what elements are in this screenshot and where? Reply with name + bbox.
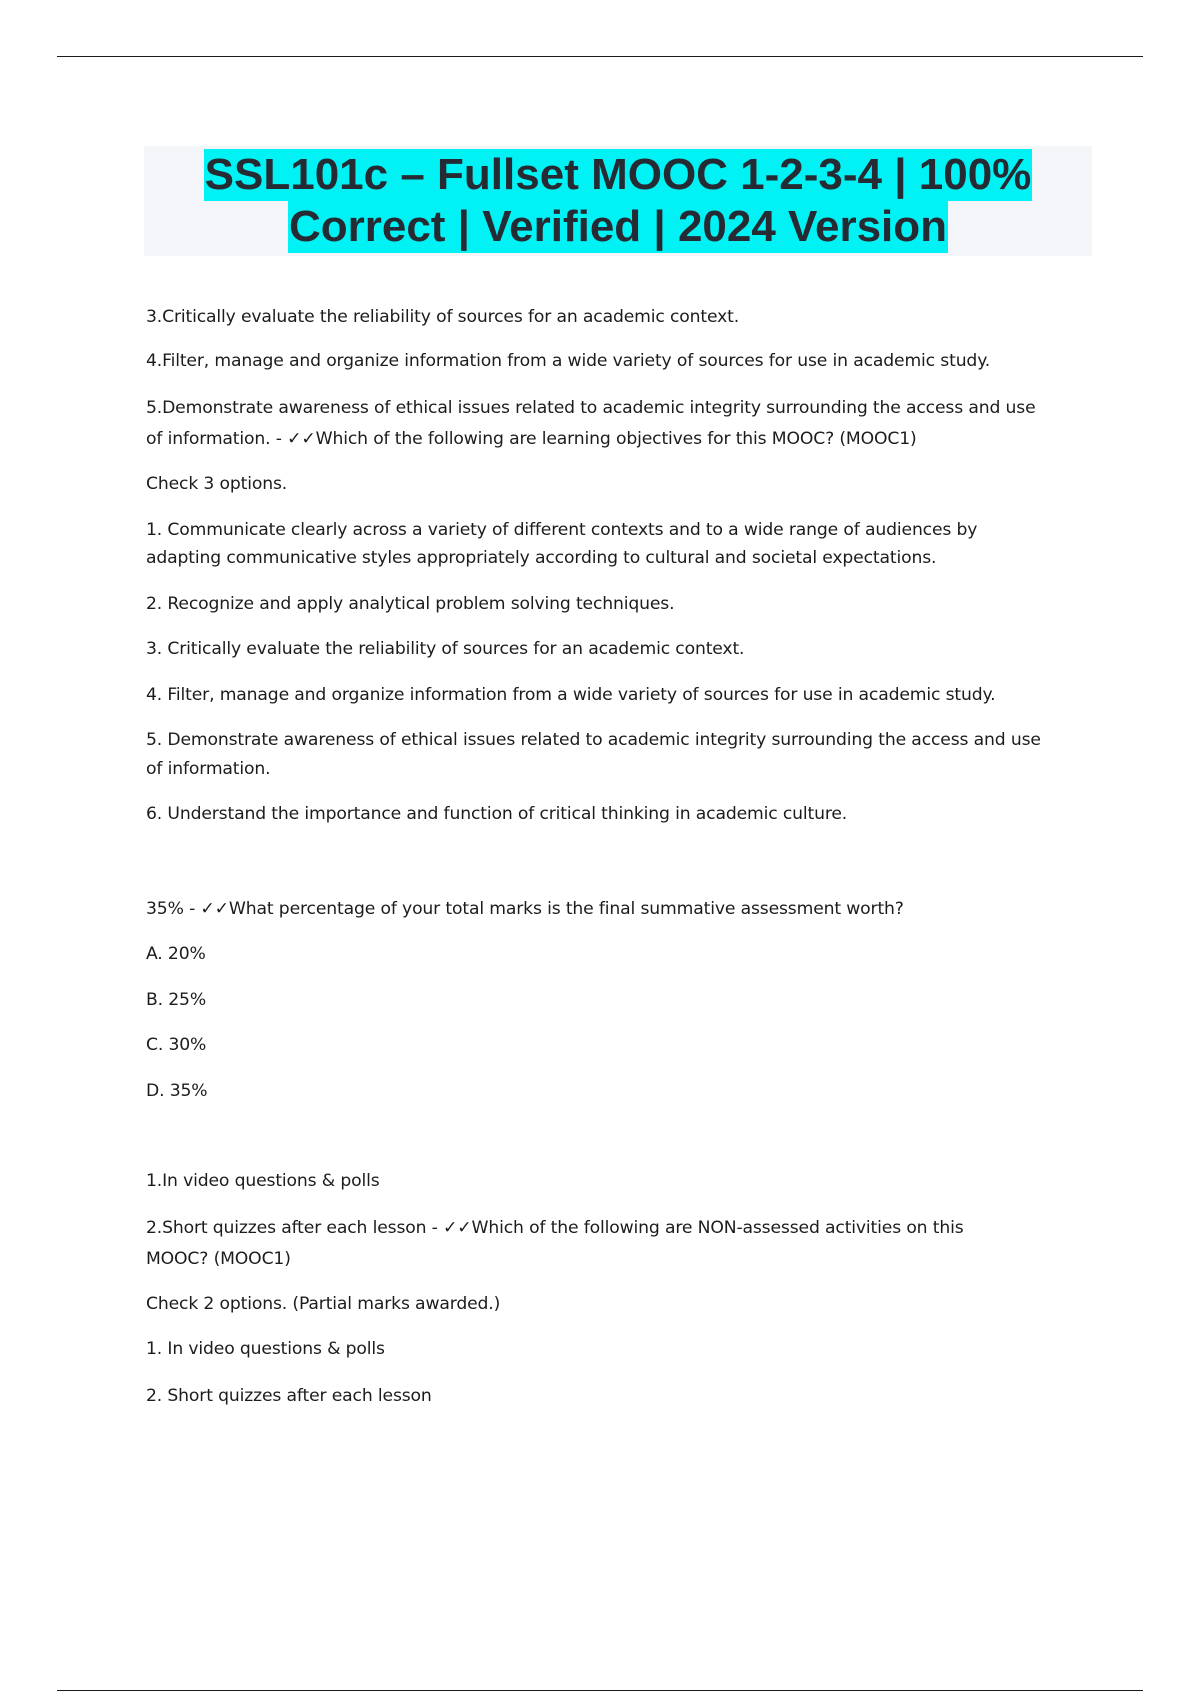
answer-line-1: 1.In video questions & polls <box>146 1171 380 1191</box>
option-5-line-b: of information. <box>146 759 271 779</box>
question-2: 35% - ✓✓What percentage of your total marks is the final summative assessment worth? <box>146 899 904 919</box>
title-line-2: Correct | Verified | 2024 Version <box>288 202 948 251</box>
choice-c: C. 30% <box>146 1035 207 1055</box>
choice-b: B. 25% <box>146 990 207 1010</box>
answer-line-5a: 5.Demonstrate awareness of ethical issues related to academic integrity surrounding the access and use <box>146 398 1036 418</box>
option-1-line-b: adapting communicative styles appropriately according to cultural and societal expectations. <box>146 548 937 568</box>
option-2: 2. Recognize and apply analytical problem solving techniques. <box>146 594 675 614</box>
question-line-1: of information. - ✓✓Which of the following are learning objectives for this MOOC? (MOOC1) <box>146 429 917 449</box>
option-4: 4. Filter, manage and organize information from a wide variety of sources for use in academic study. <box>146 685 996 705</box>
option-1-polls: 1. In video questions & polls <box>146 1339 385 1359</box>
bottom-rule <box>57 1690 1143 1691</box>
option-1-line-a: 1. Communicate clearly across a variety of different contexts and to a wide range of audiences by <box>146 520 978 540</box>
top-rule <box>57 56 1143 57</box>
option-6: 6. Understand the importance and function of critical thinking in academic culture. <box>146 804 848 824</box>
choice-d: D. 35% <box>146 1081 208 1101</box>
instruction-check-3: Check 3 options. <box>146 474 288 494</box>
option-2-quizzes: 2. Short quizzes after each lesson <box>146 1386 432 1406</box>
option-5-line-a: 5. Demonstrate awareness of ethical issues related to academic integrity surrounding the access and use <box>146 730 1041 750</box>
instruction-check-2: Check 2 options. (Partial marks awarded.) <box>146 1294 501 1314</box>
answer-line-2a: 2.Short quizzes after each lesson - ✓✓Which of the following are NON-assessed activities on this <box>146 1218 964 1238</box>
document-title <box>144 146 1092 256</box>
question-3-line-b: MOOC? (MOOC1) <box>146 1249 291 1269</box>
option-3: 3. Critically evaluate the reliability of sources for an academic context. <box>146 639 745 659</box>
title-line-1: SSL101c – Fullset MOOC 1-2-3-4 | 100% <box>204 150 1032 199</box>
answer-line-3: 3.Critically evaluate the reliability of sources for an academic context. <box>146 307 740 327</box>
answer-line-4: 4.Filter, manage and organize information from a wide variety of sources for use in academic study. <box>146 351 991 371</box>
choice-a: A. 20% <box>146 944 206 964</box>
